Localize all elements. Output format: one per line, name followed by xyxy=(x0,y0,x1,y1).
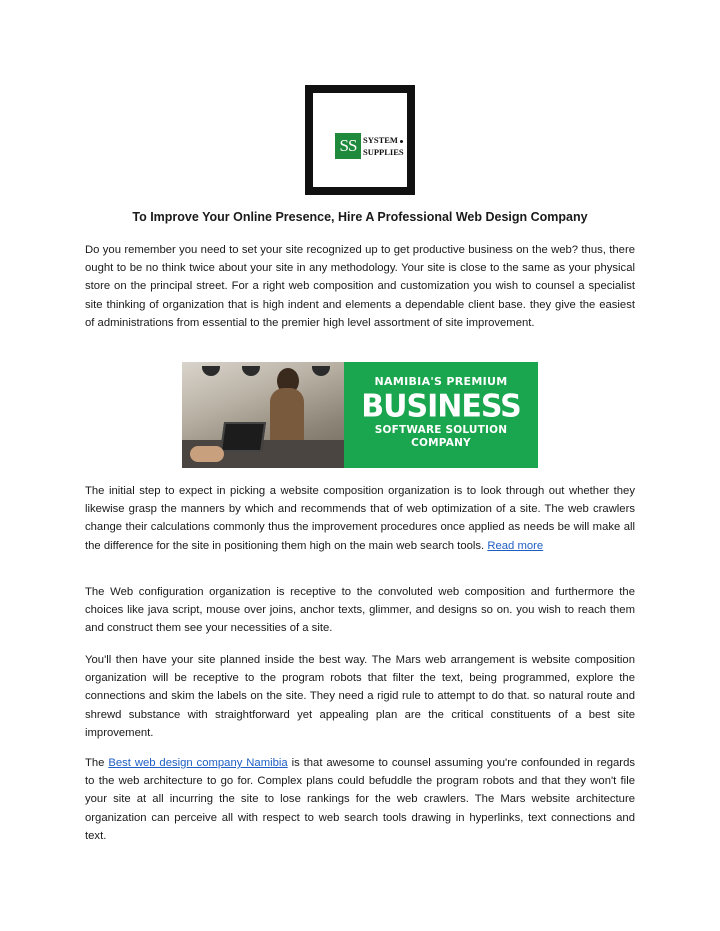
lamp-icon xyxy=(242,366,260,376)
banner-sub-line-2: COMPANY xyxy=(411,437,471,449)
logo-line-1: SYSTEM xyxy=(363,135,398,145)
tablet-icon xyxy=(220,422,266,452)
paragraph-5 xyxy=(85,754,635,845)
page-title: To Improve Your Online Presence, Hire A Professional Web Design Company xyxy=(132,210,588,224)
paragraph-5-text: is that awesome to counsel assuming you're confounded in regards to the web architecture to go for. Complex plans could befuddle the program robots and that they won't file your site at all incurring the site to lose rankings for the web crawlers. The Mars website architecture organization can perceive all with respect to web search tools drawing in hyperlinks, text connections and text. xyxy=(85,757,636,842)
paragraph-2 xyxy=(85,482,635,555)
banner-big-word: BUSINESS xyxy=(361,388,521,425)
read-more-link[interactable]: Read more xyxy=(487,539,544,552)
company-logo xyxy=(305,85,415,195)
banner-sub-line-1: SOFTWARE SOLUTION xyxy=(374,424,508,436)
banner-text-panel xyxy=(344,362,538,468)
person-shape xyxy=(270,388,304,448)
paragraph-3: The Web configuration organization is receptive to the convoluted web composition and furthermore the choices like java script, mouse over joins, anchor texts, glimmer, and designs so on. you wish to reach them and construct them see your necessities of a site. xyxy=(85,586,635,635)
logo-dot-icon xyxy=(400,140,403,143)
business-banner-image xyxy=(182,362,538,468)
logo-text xyxy=(363,134,404,158)
banner-top-line: NAMIBIA'S PREMIUM xyxy=(374,375,508,388)
logo-frame xyxy=(312,92,408,188)
logo-line-2: SUPPLIES xyxy=(363,147,404,157)
paragraph-5-prefix: The xyxy=(85,757,109,769)
paragraph-2-text: The initial step to expect in picking a website composition organization is to look through out whether they likewise grasp the manners by which and recommends that of web optimization of a site. The web crawlers change their calculations commonly thus the improvement procedures once applied as needs be will make all the difference for the site in positioning them high on the main web search tools. xyxy=(85,485,635,552)
banner-photo xyxy=(182,362,344,468)
paragraph-1: Do you remember you need to set your site recognized up to get productive business on the web? thus, there ought to be no think twice about your site in any methodology. Your site is close to the same as your physical store on the principal street. For a right web composition and customization you wish to counsel a specialist site thinking of organization that is high indent and elements a dependable client base. they give the easiest of administrations from essential to the premier high level assortment of site improvement. xyxy=(85,244,635,329)
hand-shape xyxy=(190,446,224,462)
lamp-icon xyxy=(202,366,220,376)
logo-mark: SS xyxy=(335,133,361,159)
best-web-design-link[interactable]: Best web design company Namibia xyxy=(108,757,288,769)
lamp-icon xyxy=(312,366,330,376)
paragraph-4: You'll then have your site planned inside the best way. The Mars web arrangement is website composition organization will be receptive to the program robots that filter the text, being programmed, explore the connections and skim the labels on the site. They need a rigid rule to attempt to do that. so natural route and shrewd substance with straightforward yet appealing plan are the critical constituents of a best site improvement. xyxy=(85,654,635,739)
